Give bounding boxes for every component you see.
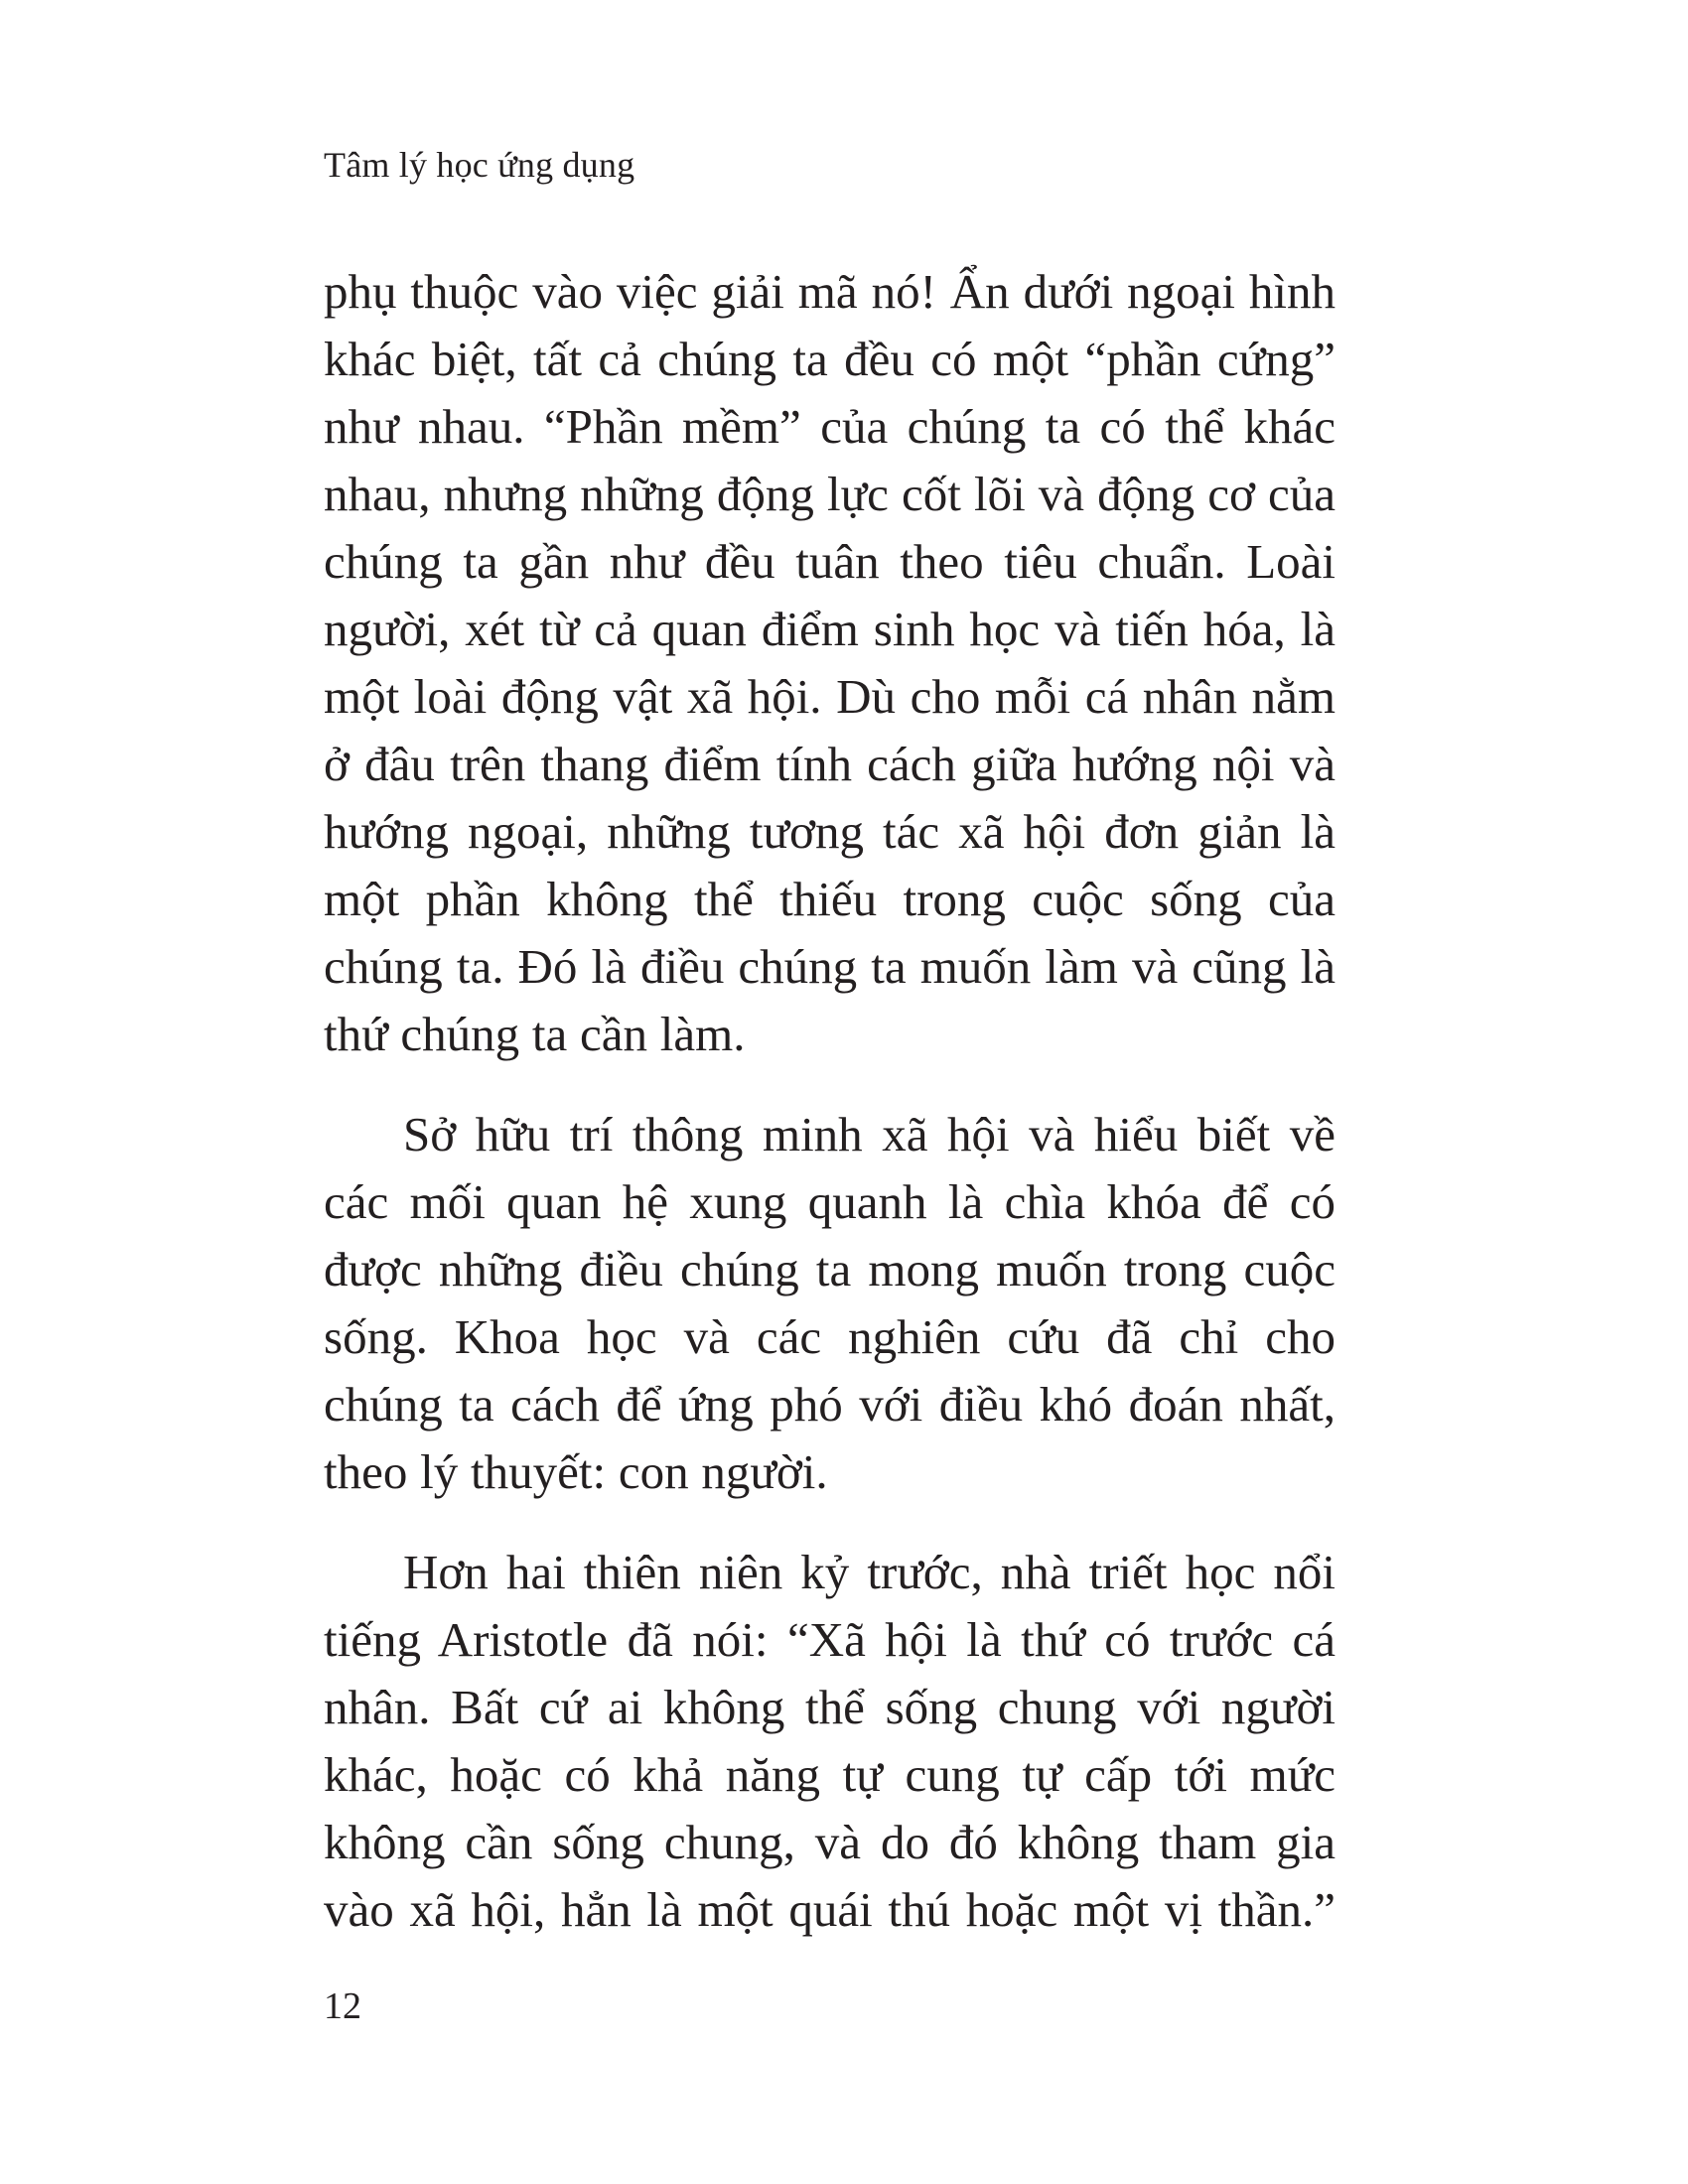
body-text bbox=[324, 258, 1336, 1944]
paragraph-social-intelligence: Sở hữu trí thông minh xã hội và hiểu biết về các mối quan hệ xung quanh là chìa khóa để có được những điều chúng ta mong muốn trong cuộc sống. Khoa học và các nghiên cứu đã chỉ cho chúng ta cách để ứng phó với điều khó đoán nhất, theo lý thuyết: con người. bbox=[324, 1107, 1336, 1499]
running-header: Tâm lý học ứng dụng bbox=[324, 145, 635, 185]
paragraph-aristotle-quote: Hơn hai thiên niên kỷ trước, nhà triết học nổi tiếng Aristotle đã nói: “Xã hội là thứ có trước cá nhân. Bất cứ ai không thể sống chung với người khác, hoặc có khả năng tự cung tự cấp tới mức không cần sống chung, và do đó không tham gia vào xã hội, hẳn là một quái thú hoặc một vị thần.” bbox=[324, 1545, 1336, 1937]
page-number: 12 bbox=[324, 1985, 361, 2027]
paragraph-continuation: phụ thuộc vào việc giải mã nó! Ẩn dưới ngoại hình khác biệt, tất cả chúng ta đều có một “phần cứng” như nhau. “Phần mềm” của chúng ta có thể khác nhau, nhưng những động lực cốt lõi và động cơ của chúng ta gần như đều tuân theo tiêu chuẩn. Loài người, xét từ cả quan điểm sinh học và tiến hóa, là một loài động vật xã hội. Dù cho mỗi cá nhân nằm ở đâu trên thang điểm tính cách giữa hướng nội và hướng ngoại, những tương tác xã hội đơn giản là một phần không thể thiếu trong cuộc sống của chúng ta. Đó là điều chúng ta muốn làm và cũng là thứ chúng ta cần làm. bbox=[324, 264, 1336, 1061]
